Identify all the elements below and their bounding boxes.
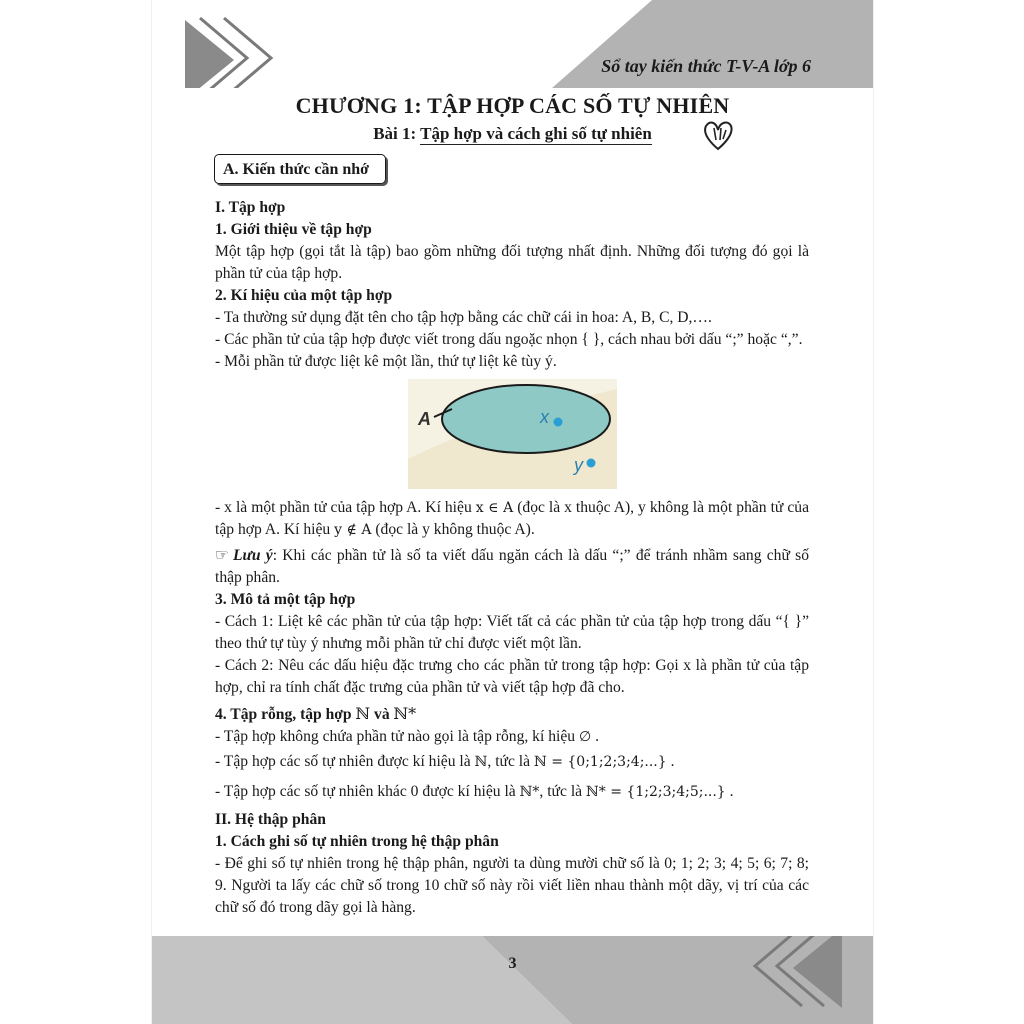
membership-part-3: (đọc là y không thuộc A). [375,521,535,538]
notation-line-1: - Ta thường sử dụng đặt tên cho tập hợp bằng các chữ cái in hoa: A, B, C, D,…. [215,309,712,326]
heading-empty-set-text: 4. Tập rỗng, tập hợp [215,706,352,723]
set-diagram [408,379,617,489]
membership-part-1: - x là một phần tử của tập hợp A. Kí hiệu [215,499,472,516]
intro-text: Một tập hợp (gọi tắt là tập) bao gồm những đối tượng nhất định. Những đối tượng đó gọi là phần tử của tập hợp. [215,243,809,282]
note-text: : Khi các phần tử là số ta viết dấu ngăn cách là dấu “;” để tránh nhầm sang chữ số thập phân. [215,547,809,586]
pointing-hand-icon: ☞ [215,547,229,564]
chapter-title: CHƯƠNG 1: TẬP HỢP CÁC SỐ TỰ NHIÊN [295,93,730,118]
element-x-dot [554,418,563,427]
running-header: Sổ tay kiến thức T-V-A lớp 6 [601,56,811,76]
note-label: Lưu ý [233,547,273,564]
note-paragraph [215,545,809,589]
lesson-prefix: Bài 1: [373,124,421,143]
heading-sets: I. Tập hợp [215,199,286,216]
set-label: A [418,409,431,429]
document-page [152,0,873,1024]
empty-set-symbol: ∅ [578,729,592,745]
heading-intro: 1. Giới thiệu về tập hợp [215,221,372,238]
natural-nonzero-line: - Tập hợp các số tự nhiên khác 0 được kí hiệu là ℕ*, tức là ℕ* = {1;2;3;4;5;...} . [215,783,734,800]
set-ellipse [442,385,610,453]
footer-decoration [152,936,873,1024]
natural-nonzero-text: - Tập hợp các số tự nhiên khác 0 được kí hiệu là [215,783,516,800]
empty-set-line: - Tập hợp không chứa phần tử nào gọi là tập rỗng, kí hiệu ∅ . [215,728,599,745]
describe-way-1: - Cách 1: Liệt kê các phần tử của tập hợp: Viết tất cả các phần tử của tập hợp trong dấu “{ }” theo thứ tự tùy ý nhưng mỗi phần tử chỉ được viết một lần. [215,613,809,652]
membership-part-2: (đọc là x thuộc A), y không là một phần tử của tập hợp A. Kí hiệu [215,499,809,538]
notation-line-2: - Các phần tử của tập hợp được viết trong dấu ngoặc nhọn { }, cách nhau bởi dấu “;” hoặc “,”. [215,331,803,348]
heading-and: và [374,706,390,723]
heading-decimal: II. Hệ thập phân [215,811,326,828]
lesson-title [152,124,873,144]
natural-set-mid: , tức là [487,753,531,770]
heading-write-numbers: 1. Cách ghi số tự nhiên trong hệ thập phân [215,833,499,850]
empty-set-text: - Tập hợp không chứa phần tử nào gọi là tập rỗng, kí hiệu [215,728,576,745]
notation-line-3: - Mỗi phần tử được liệt kê một lần, thứ tự liệt kê tùy ý. [215,353,557,370]
heading-empty-set [215,703,809,726]
heading-describe: 3. Mô tả một tập hợp [215,591,356,608]
natural-nonzero-symbol: ℕ* [519,784,540,800]
natural-nonzero-mid: , tức là [539,783,583,800]
element-y-dot [587,459,596,468]
page-number: 3 [508,955,517,972]
describe-way-2: - Cách 2: Nêu các dấu hiệu đặc trưng cho các phần tử trong tập hợp: Gọi x là phần tử của tập hợp, chỉ ra tính chất đặc trưng của phần tử và viết tập hợp đã cho. [215,657,809,696]
heading-n-symbol: ℕ [355,704,371,723]
membership-text [215,497,809,541]
write-numbers-text: - Để ghi số tự nhiên trong hệ thập phân, người ta dùng mười chữ số là 0; 1; 2; 3; 4; 5; 6; 7; 8; 9. Người ta lấy các chữ số trong 10 chữ số này rồi viết liền nhau thành một dãy, vị trí của các chữ số đó trong dãy gọi là hàng. [215,855,809,916]
natural-set-line: - Tập hợp các số tự nhiên được kí hiệu là ℕ, tức là ℕ = {0;1;2;3;4;...} . [215,753,675,770]
membership-symbol-in: x ∈ A [475,500,514,516]
content-body [215,197,809,919]
membership-symbol-not-in: y ∉ A [334,522,372,538]
heading-nstar-symbol: ℕ* [393,704,417,723]
natural-set-symbol: ℕ [474,754,488,770]
natural-set-expression: ℕ = {0;1;2;3;4;...} [533,754,667,770]
element-y-label: y [574,455,583,475]
lesson-name: Tập hợp và cách ghi số tự nhiên [420,124,652,143]
heading-notation: 2. Kí hiệu của một tập hợp [215,287,393,304]
section-a-box: A. Kiến thức cần nhớ [214,154,386,184]
natural-set-text: - Tập hợp các số tự nhiên được kí hiệu là [215,753,471,770]
heart-doodle-icon [700,118,738,152]
element-x-label: x [540,407,549,427]
natural-nonzero-expression: ℕ* = {1;2;3;4;5;...} [585,784,726,800]
